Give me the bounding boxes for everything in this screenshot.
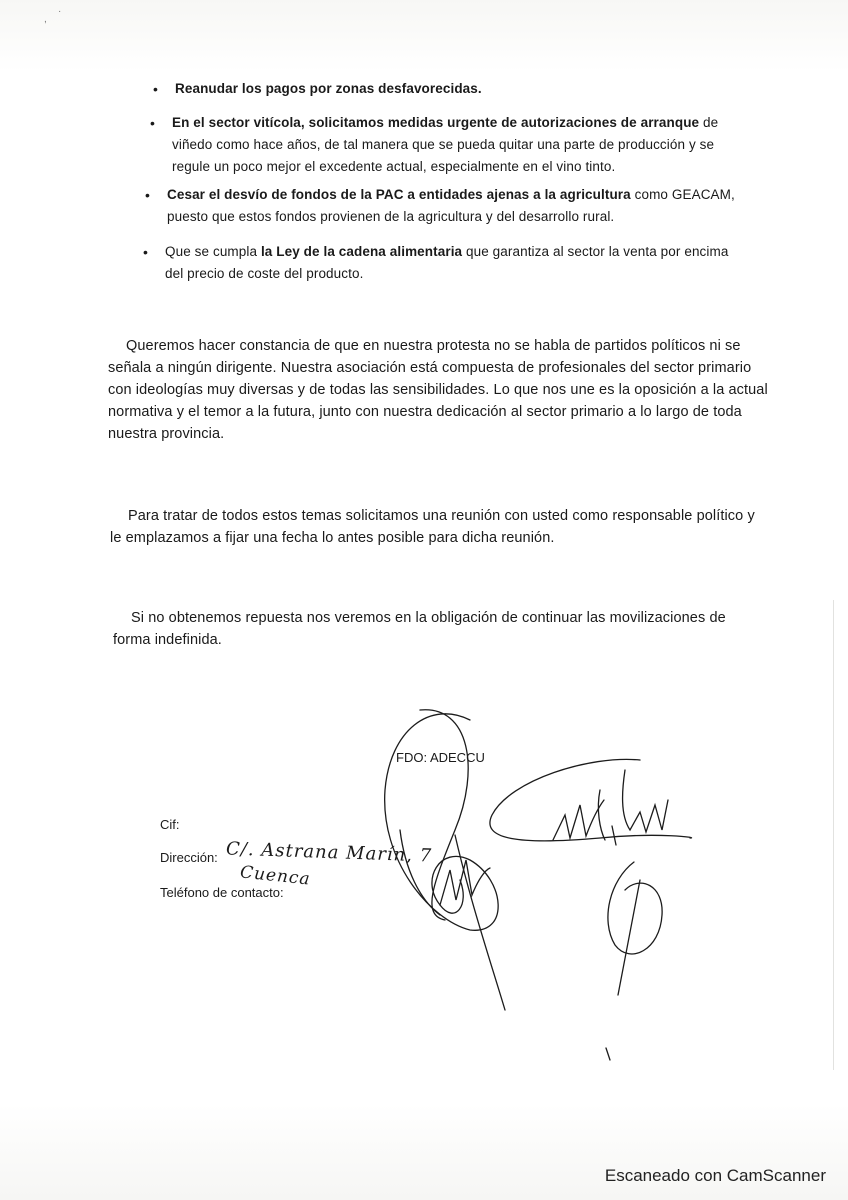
bullet-icon: • [153, 81, 159, 97]
paragraph-line: le emplazamos a fijar una fecha lo antes posible para dicha reunión. [110, 530, 555, 546]
paragraph-line: Para tratar de todos estos temas solicitamos una reunión con usted como responsable político y [128, 508, 755, 524]
telefono-label: Teléfono de contacto: [160, 885, 284, 900]
signature-stroke [553, 800, 604, 840]
signature-stroke [440, 860, 490, 905]
paragraph-line: Si no obtenemos repuesta nos veremos en la obligación de continuar las movilizaciones de [131, 610, 726, 626]
bullet-icon: • [145, 187, 151, 203]
signature-stroke [623, 770, 668, 832]
bullet-span: Que se cumpla [165, 244, 261, 259]
bullet-span: como GEACAM, [630, 187, 735, 202]
bullet-span: que garantiza al sector la venta por encima [462, 244, 729, 259]
bullet-icon: • [150, 115, 156, 131]
bullet-span: la Ley de la cadena alimentaria [260, 244, 463, 259]
signature-stroke [618, 880, 640, 995]
signature-stroke [612, 826, 616, 845]
direccion-label: Dirección: [160, 850, 218, 865]
bullet-span: Cesar el desvío de fondos de la PAC a entidades ajenas a la agricultura [167, 187, 631, 202]
paragraph-line: normativa y el temor a la futura, junto con nuestra dedicación al sector primario a lo largo de toda [108, 404, 742, 420]
cif-label: Cif: [160, 817, 180, 832]
scan-mark: · [58, 6, 62, 17]
signature-stroke [598, 790, 605, 840]
bullet-span: regule un poco mejor el excedente actual, especialmente en el vino tinto. [172, 159, 616, 174]
handwritten-address: C/. Astrana Marín, 7 [225, 838, 433, 867]
camscanner-watermark: Escaneado con CamScanner [604, 1166, 826, 1185]
handwritten-city: Cuenca [239, 862, 312, 890]
paragraph-line: Queremos hacer constancia de que en nuestra protesta no se habla de partidos políticos ni se [126, 338, 741, 354]
paragraph-line: señala a ningún dirigente. Nuestra asociación está compuesta de profesionales del sector primario [108, 360, 752, 376]
signature-stroke [455, 835, 505, 1010]
paragraph-line: con ideologías muy diversas y de todas las sensibilidades. Lo que nos une es la oposición a la actual [108, 382, 768, 398]
bullet-icon: • [143, 244, 149, 260]
paragraph-line: forma indefinida. [113, 632, 222, 648]
bullet-span: viñedo como hace años, de tal manera que se pueda quitar una parte de producción y se [172, 137, 715, 152]
bullet-span: En el sector vitícola, solicitamos medidas urgente de autorizaciones de arranque [172, 115, 700, 130]
paragraph-line: nuestra provincia. [108, 426, 225, 442]
fdo-label: FDO: ADECCU [396, 750, 485, 765]
bullet-span: de [699, 115, 719, 130]
signature-stroke [606, 1048, 610, 1060]
bullet-span: Reanudar los pagos por zonas desfavorecidas. [175, 81, 482, 96]
bullet-span: del precio de coste del producto. [165, 266, 364, 281]
bullet-span: puesto que estos fondos provienen de la agricultura y del desarrollo rural. [167, 209, 615, 224]
scan-mark: , [44, 14, 47, 25]
